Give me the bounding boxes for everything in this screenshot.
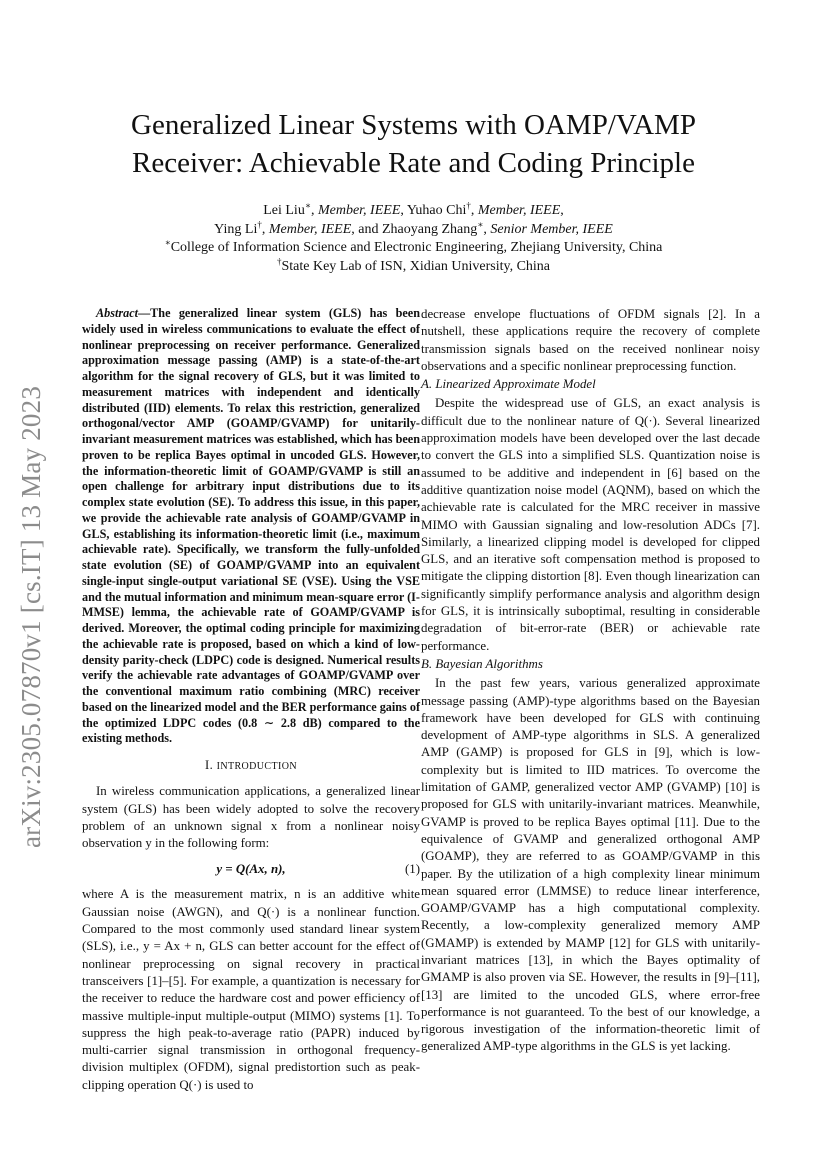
paper-title bbox=[60, 106, 767, 182]
affiliation-mark: ∗ bbox=[164, 237, 171, 248]
abstract-text: The generalized linear system (GLS) has been widely used in wireless communications to evaluate the effect of nonlinear preprocessing on receiver performance. Generalized approximation message passing (AMP) is a state-of-the-art algorithm for the signal recovery of GLS, but it was limited to measurement matrices with independent and identically distributed (IID) elements. To relax this restriction, generalized orthogonal/vector AMP (GOAMP/GVAMP) for unitarily-invariant measurement matrices was established, which has been proven to be replica Bayes optimal in uncoded GLS. However, the information-theoretic limit of GOAMP/GVAMP is still an open challenge for arbitrary input distributions due to its complex state evolution (SE). To address this issue, in this paper, we provide the achievable rate analysis of GOAMP/GVAMP in GLS, establishing its information-theoretic limit (i.e., maximum achievable rate). Specifically, we transform the fully-unfolded state evolution (SE) of GOAMP/GVAMP into an equivalent single-input single-output variational SE (VSE). Using the VSE and the mutual information and minimum mean-square error (I-MMSE) lemma, the achievable rate of GOAMP/GVAMP is derived. Moreover, the optimal coding principle for maximizing the achievable rate is proposed, based on which a kind of low-density parity-check (LDPC) code is designed. Numerical results verify the achievable rate advantages of GOAMP/GVAMP over the conventional maximum ratio combining (MRC) receiver based on the linearized model and the BER performance gains of the optimized LDPC codes (0.8 ∼ 2.8 dB) compared to the existing methods. bbox=[82, 306, 420, 746]
title-line-2: Receiver: Achievable Rate and Coding Principle bbox=[132, 147, 695, 179]
abstract bbox=[82, 306, 420, 747]
author-name: and Zhaoyang Zhang bbox=[358, 221, 478, 237]
equation-1 bbox=[82, 858, 420, 882]
affiliation-mark: ∗ bbox=[477, 218, 484, 229]
affiliation-1: ∗College of Information Science and Electronic Engineering, Zhejiang University, China bbox=[164, 237, 663, 255]
abstract-dash: — bbox=[137, 306, 151, 320]
affiliation-mark: † bbox=[466, 200, 471, 211]
subsection-heading-b: B. Bayesian Algorithms bbox=[421, 656, 543, 671]
author-role: Member, IEEE bbox=[317, 203, 401, 218]
abstract-label: Abstract bbox=[96, 306, 138, 320]
left-column bbox=[82, 306, 420, 1094]
intro-paragraph-1: In wireless communication applications, a generalized linear system (GLS) has been widely adopted to solve the recovery problem of an unknown signal x from a nonlinear noisy observation y in the following form: bbox=[82, 784, 420, 851]
subsection-heading-a: A. Linearized Approximate Model bbox=[421, 377, 596, 392]
equation-number: (1) bbox=[404, 862, 420, 877]
author-name: Lei Liu bbox=[263, 203, 305, 218]
subsection-b-paragraph: In the past few years, various generalized approximate message passing (AMP)-type algorithms based on the Bayesian framework have been developed for GLS with continuing development of AMP-type algorithms in SLS. A generalized AMP (GAMP) is proposed for GLS in [9], which is low-complexity but is limited to IID matrices. To overcome the limitation of GAMP, generalized vector AMP (GVAMP) [10] is proposed for GLS with unitarily-invariant matrices. Meanwhile, GVAMP is proved to be replica Bayes optimal [11]. Due to the equivalence of GVAMP and generalized orthogonal AMP (GOAMP), they are referred to as GOAMP/GVAMP in this paper. By the utilization of a high complexity linear minimum mean squared error (LMMSE) to reduce linear interference, GOAMP/GVAMP has a high computational complexity. Recently, a low-complexity generalized memory AMP (GMAMP) is extended by MAMP [12] for GLS with unitarily-invariant matrices [13], in which the Bayes optimality of GMAMP is also proven via SE. However, the results in [9]–[11], [13] are limited to the uncoded GLS, where error-free performance is not guaranteed. To the best of our knowledge, a rigorous investigation of the information-theoretic limit of generalized AMP-type algorithms in the GLS is yet lacking. bbox=[421, 676, 760, 1054]
title-line-1: Generalized Linear Systems with OAMP/VAMP bbox=[131, 109, 696, 141]
right-column bbox=[421, 306, 760, 1056]
author-line-2: Ying Li†, Member, IEEE, and Zhaoyang Zhang∗, Senior Member, IEEE bbox=[214, 218, 613, 237]
section-heading-introduction bbox=[82, 757, 420, 775]
equation-body: y = Q(Ax, n), bbox=[216, 862, 286, 877]
section-number: I. bbox=[205, 758, 214, 772]
affiliation-mark: ∗ bbox=[304, 200, 311, 211]
arxiv-identifier: arXiv:2305.07870v1 [cs.IT] 13 May 2023 bbox=[16, 385, 46, 848]
author-role: Senior Member, IEEE bbox=[490, 221, 613, 237]
affiliation-2: †State Key Lab of ISN, Xidian University, China bbox=[276, 255, 551, 274]
affiliation-mark: † bbox=[276, 255, 282, 266]
author-role: Member, IEEE bbox=[268, 221, 352, 237]
intro-paragraph-2: where A is the measurement matrix, n is an additive white Gaussian noise (AWGN), and Q(·) is a nonlinear function. Compared to the most commonly used standard linear system (SLS), i.e., y = Ax + n, GLS can better account for the effect of nonlinear preprocessing on signal recovery in practical transceivers [1]–[5]. For example, a quantization is necessary for the receiver to reduce the hardware cost and power efficiency of massive multiple-input multiple-output (MIMO) systems [1]. To suppress the high peak-to-average ratio (PAPR) induced by multi-carrier signal transmission in orthogonal frequency-division multiplex (OFDM), signal predistortion such as peak-clipping operation Q(·) is used to bbox=[82, 887, 420, 1092]
author-name: Yuhao Chi bbox=[406, 203, 467, 218]
intro-paragraph-continued: decrease envelope fluctuations of OFDM signals [2]. In a nutshell, these applications require the recovery of complete transmission signals based on the received nonlinear noisy observations and a specific nonlinear preprocessing function. bbox=[421, 307, 760, 373]
section-title: INTRODUCTION bbox=[216, 761, 297, 772]
author-role: Member, IEEE bbox=[477, 203, 561, 218]
author-line-1: Lei Liu∗, Member, IEEE, Yuhao Chi†, Member, IEEE, bbox=[263, 200, 564, 218]
subsection-a-paragraph: Despite the widespread use of GLS, an exact analysis is difficult due to the nonlinear nature of Q(·). Several linearized approximation models have been developed over the last decade to convert the GLS into a simplified SLS. Quantization noise is assumed to be additive and independent in [6] based on the additive quantization noise model (AQNM), based on which the achievable rate is calculated for the MRC receiver in massive MIMO with Gaussian signaling and low-resolution ADCs [7]. Similarly, a linearized clipping model is developed for clipped GLS, and an iterative soft compensation method is proposed to mitigate the clipping distortion [8]. Even though linearization can significantly simplify performance analysis and algorithm design for GLS, it is intrinsically suboptimal, resulting in considerable degradation of bit-error-rate (BER) or achievable rate performance. bbox=[421, 396, 760, 653]
author-name: Ying Li bbox=[214, 221, 258, 237]
author-block bbox=[60, 202, 767, 276]
affiliation-mark: † bbox=[257, 218, 262, 229]
